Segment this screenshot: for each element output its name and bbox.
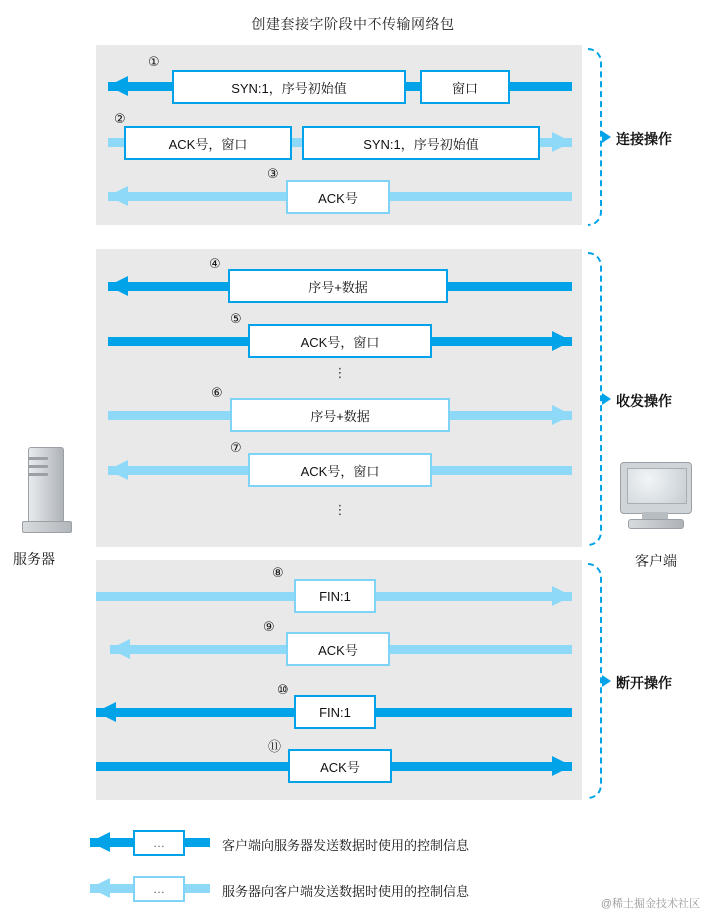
server-slot [28, 465, 48, 468]
step-number-8: ⑧ [272, 565, 284, 580]
arrow-head [110, 639, 130, 659]
legend-box-dark: … [133, 830, 185, 856]
legend-box-light: … [133, 876, 185, 902]
client-label: 客户端 [635, 553, 677, 569]
monitor-screen [627, 468, 687, 504]
packet-step-9: ACK号 [286, 632, 390, 666]
step-number-6: ⑥ [211, 385, 223, 400]
packet-step-11: ACK号 [288, 749, 392, 783]
step-number-1: ① [148, 54, 160, 69]
ellipsis-transfer-1: ⋮ [333, 365, 347, 380]
watermark: @稀土掘金技术社区 [600, 898, 700, 910]
packet-step-1-window: 窗口 [420, 70, 510, 104]
packet-step-7: ACK号，窗口 [248, 453, 432, 487]
step-number-2: ② [114, 111, 126, 126]
packet-step-1: SYN:1，序号初始值 [172, 70, 406, 104]
arrow-head [108, 460, 128, 480]
page-title: 创建套接字阶段中不传输网络包 [251, 16, 455, 32]
client-icon [620, 462, 692, 532]
packet-step-2-syn: SYN:1，序号初始值 [302, 126, 540, 160]
arrow-head [90, 832, 110, 852]
brace-transfer [588, 252, 602, 546]
step-number-10: ⑩ [277, 682, 289, 697]
server-slot [28, 457, 48, 460]
step-number-11: ⑪ [268, 739, 282, 754]
server-base [22, 521, 72, 533]
arrow-head [108, 186, 128, 206]
step-number-3: ③ [267, 166, 279, 181]
arrow-head [552, 331, 572, 351]
legend-text-light: 服务器向客户端发送数据时使用的控制信息 [222, 884, 470, 899]
packet-step-4: 序号+数据 [228, 269, 448, 303]
arrow-head [552, 586, 572, 606]
arrow-head [552, 405, 572, 425]
group-label-transfer: 收发操作 [616, 393, 672, 409]
group-label-disconnect: 断开操作 [616, 675, 672, 691]
server-slot [28, 473, 48, 476]
legend-text-dark: 客户端向服务器发送数据时使用的控制信息 [222, 838, 470, 853]
server-icon [22, 447, 70, 539]
arrow-head [552, 756, 572, 776]
packet-step-6: 序号+数据 [230, 398, 450, 432]
server-label: 服务器 [13, 551, 55, 567]
arrow-head [108, 76, 128, 96]
monitor-base [628, 519, 684, 529]
packet-step-8: FIN:1 [294, 579, 376, 613]
brace-tip-disconnect [602, 675, 611, 687]
packet-step-10: FIN:1 [294, 695, 376, 729]
brace-tip-transfer [602, 393, 611, 405]
step-number-9: ⑨ [263, 619, 275, 634]
ellipsis-transfer-2: ⋮ [333, 502, 347, 517]
packet-step-2-ack: ACK号，窗口 [124, 126, 292, 160]
packet-step-5: ACK号，窗口 [248, 324, 432, 358]
brace-connect [588, 48, 602, 226]
brace-disconnect [588, 563, 602, 799]
arrow-head [90, 878, 110, 898]
brace-tip-connect [602, 131, 611, 143]
arrow-head [108, 276, 128, 296]
step-number-5: ⑤ [230, 311, 242, 326]
arrow-head [552, 132, 572, 152]
group-label-connect: 连接操作 [616, 131, 672, 147]
packet-step-3: ACK号 [286, 180, 390, 214]
monitor [620, 462, 692, 514]
step-number-7: ⑦ [230, 440, 242, 455]
arrow-head [96, 702, 116, 722]
step-number-4: ④ [209, 256, 221, 271]
